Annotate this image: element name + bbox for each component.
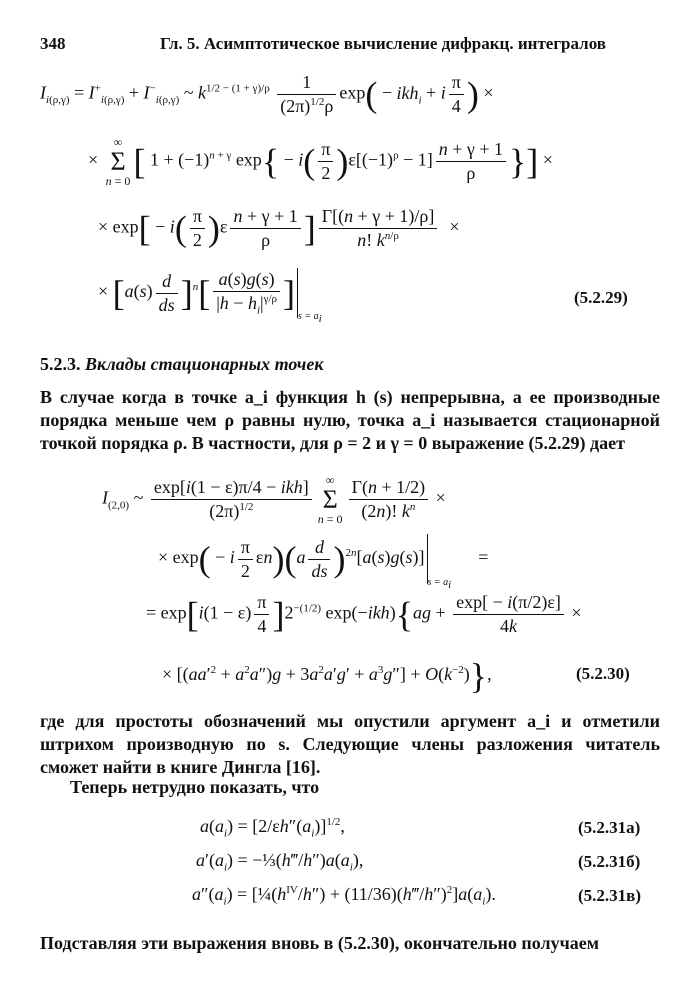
- equation-label-5-2-31a: (5.2.31а): [578, 818, 641, 837]
- equation-5-2-29-line-1: $I_{i(\rho,\gamma)} = I^+_{i(\rho,\gamma)} + I^-_{i(\rho,\gamma)}$ ~ $k^{1/2 - (1 + \gamma)/\rho}$ $\frac{1}{(2\pi)^{1/2}\rho}$ exp( − ikh$_i$ + i $\frac{\pi}{4}$ ) ×: [40, 72, 494, 116]
- equation-5-2-31b: $a'(a_i)$ = $-\frac{1}{3}(h‴/h'')a(a_i)$,: [196, 850, 364, 874]
- paragraph-stationary-definition: В случае когда в точке a_i функция h (s) непрерывна, а ее производные порядка меньше чем ρ равны нулю, точка a_i называется стационарной точкой порядка ρ. В частности, для ρ = 2 и γ = 0 выражение (5.2.29) дает: [40, 387, 660, 453]
- equation-5-2-29-line-2: × ∞ Σ n = 0[ $1 + (-1)^{n + \gamma}$ exp{ − i( $\frac{\pi}{2}$ )$\varepsilon[(-1)^\rho - 1]$ $\frac{n + \gamma + 1}{\rho}$ }] ×: [88, 135, 553, 188]
- section-number: 5.2.3.: [40, 354, 81, 374]
- equation-5-2-30-line-3: = exp[i(1 − ε) $\frac{\pi}{4}$ ]$2^{-(1/2)}$ exp(−ikh){ag + $\frac{\exp[ - i(\pi/2)\varepsilon]}{4k}$ ×: [146, 592, 582, 636]
- section-title: Вклады стационарных точек: [85, 354, 324, 374]
- equation-5-2-31c: $a''(a_i)$ = [$\frac{1}{4}(h^{IV}/h'')$ + $(11/36)(h‴/h'')^2]a(a_i)$.: [192, 884, 496, 908]
- equation-5-2-29-line-3: × exp[ − i( $\frac{\pi}{2}$ )ε $\frac{n + \gamma + 1}{\rho}$ ] $\frac{\Gamma[(n + \gamma + 1)/\rho]}{n! k^{n/\rho}}$ ×: [98, 206, 460, 250]
- equation-label-5-2-29: (5.2.29): [574, 288, 628, 307]
- paragraph-notation-note: где для простоты обозначений мы опустили аргумент a_i и отметили штрихом производную по s. Следующие члены разложения читатель сможет найти в книге Дингла [16].: [40, 711, 660, 777]
- equation-5-2-30-line-1: $I_{(2,0)}$ ~ $\frac{\text{exp[i(1 − ε)π/4 − ikh]}}{(2\pi)^{1/2}}$ ∞ Σ n = 0 $\frac{\Gamma(n + 1/2)}{(2n)! k^n}$ ×: [102, 473, 446, 526]
- equation-5-2-29-line-4: × [a(s) $\frac{d}{ds}$ ]$^n$[ $\frac{a(s)g(s)}{|h - h_i|^{\gamma/\rho}}$ ]$_{s = a_i}$: [98, 269, 322, 326]
- paragraph-substituting: Подставляя эти выражения вновь в (5.2.30), окончательно получаем: [40, 933, 599, 953]
- running-header: Гл. 5. Асимптотическое вычисление дифракц. интегралов: [160, 34, 606, 53]
- equation-label-5-2-30: (5.2.30): [576, 664, 630, 683]
- equation-5-2-31a: $a(a_i) = [2/\varepsilon h''(a_i)]^{1/2}$,: [200, 816, 345, 840]
- equation-5-2-30-line-2: × exp( − i $\frac{\pi}{2}$ εn)(a $\frac{d}{ds}$ )$^{2n}[a(s)g(s)]_{s = a_i}$ =: [158, 534, 488, 591]
- equation-label-5-2-31b: (5.2.31б): [578, 852, 641, 871]
- page-number: 348: [40, 34, 66, 53]
- equation-5-2-30-line-4: × $[(aa'^2 + a^2a'')g + 3a^2a'g' + a^3g''] + O(k^{-2})$},: [162, 656, 492, 696]
- paragraph-now-show: Теперь нетрудно показать, что: [70, 777, 320, 797]
- section-heading: [40, 354, 324, 375]
- equation-label-5-2-31c: (5.2.31в): [578, 886, 642, 905]
